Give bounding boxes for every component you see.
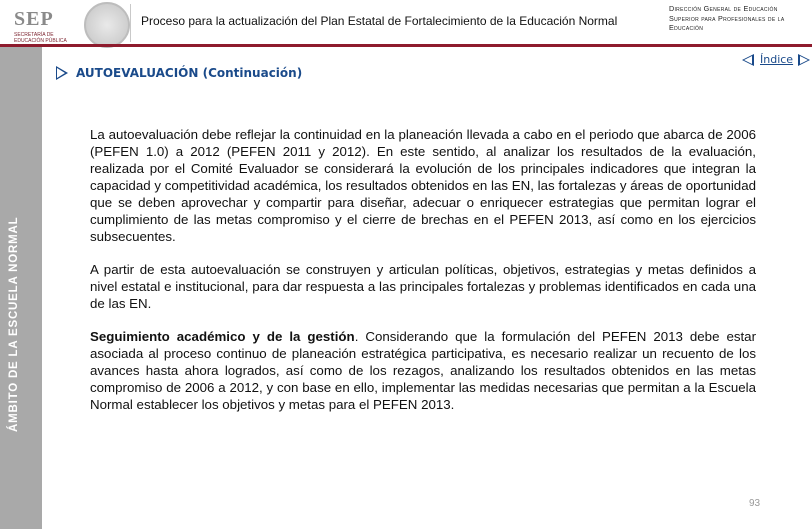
section-heading [56,66,302,80]
body-text [90,126,756,429]
header-divider [130,4,131,42]
page-number: 93 [749,498,761,509]
paragraph-3 [90,328,756,413]
section-title: AUTOEVALUACIÓN (Continuación) [76,66,303,80]
national-seal-icon [84,2,130,48]
direction-label: Dirección General de Educación Superior para Profesionales de la Educación [669,4,785,32]
document-title: Proceso para la actualización del Plan Estatal de Fortalecimiento de la Educación Normal [141,14,618,28]
sidebar-label: ÁMBITO DE LA ESCUELA NORMAL [8,216,20,432]
sep-logo [6,4,76,44]
paragraph-3-heading: Seguimiento académico y de la gestión [90,329,355,344]
triangle-bullet-icon [56,66,68,80]
previous-arrow-icon[interactable] [742,54,754,66]
sep-logo-subtitle: SECRETARÍA DE EDUCACIÓN PÚBLICA [14,32,67,44]
sidebar [0,47,42,529]
paragraph-1: La autoevaluación debe reflejar la continuidad en la planeación llevada a cabo en el periodo que abarca de 2006 (PEFEN 1.0) a 2012 (PEFEN 2011 y 2012). En este sentido, al analizar los resultados de la evaluación, realizada por el Comité Evaluador se considerará la evolución de los principales indicadores que integran la capacidad y competitividad académica, los resultados obtenidos en las EN, las fortalezas y áreas de oportunidad que se deben aprovechar y compartir para diseñar, adecuar o enriquecer estrategias que permitan lograr el cumplimiento de las metas compromiso y el cierre de brechas en el PEFEN 2013, así como en los ejercicios subsecuentes. [90,127,756,244]
header-underline [0,44,812,47]
header [0,0,812,46]
index-navigation [742,53,810,66]
paragraph-2: A partir de esta autoevaluación se construyen y articulan políticas, objetivos, estrategias y metas definidos a nivel estatal e institucional, para dar respuesta a las principales fortalezas y problemas identificados en cada una de las EN. [90,262,756,311]
paragraph-3-text: . Considerando que la formulación del PEFEN 2013 debe estar asociada al proceso continuo de planeación estratégica participativa, es necesario realizar un recuento de los avances hasta ahora logrados, así como de los rezagos, analizando los resultados obtenidos en las metas compromiso de 2006 a 2012, y con base en ello, implementar las medidas necesarias que permitan a la Escuela Normal establecer los objetivos y metas para el PEFEN 2013. [90,329,756,412]
index-link[interactable]: Índice [760,53,794,66]
next-arrow-icon[interactable] [798,54,810,66]
sep-logo-text: SEP [14,8,54,30]
